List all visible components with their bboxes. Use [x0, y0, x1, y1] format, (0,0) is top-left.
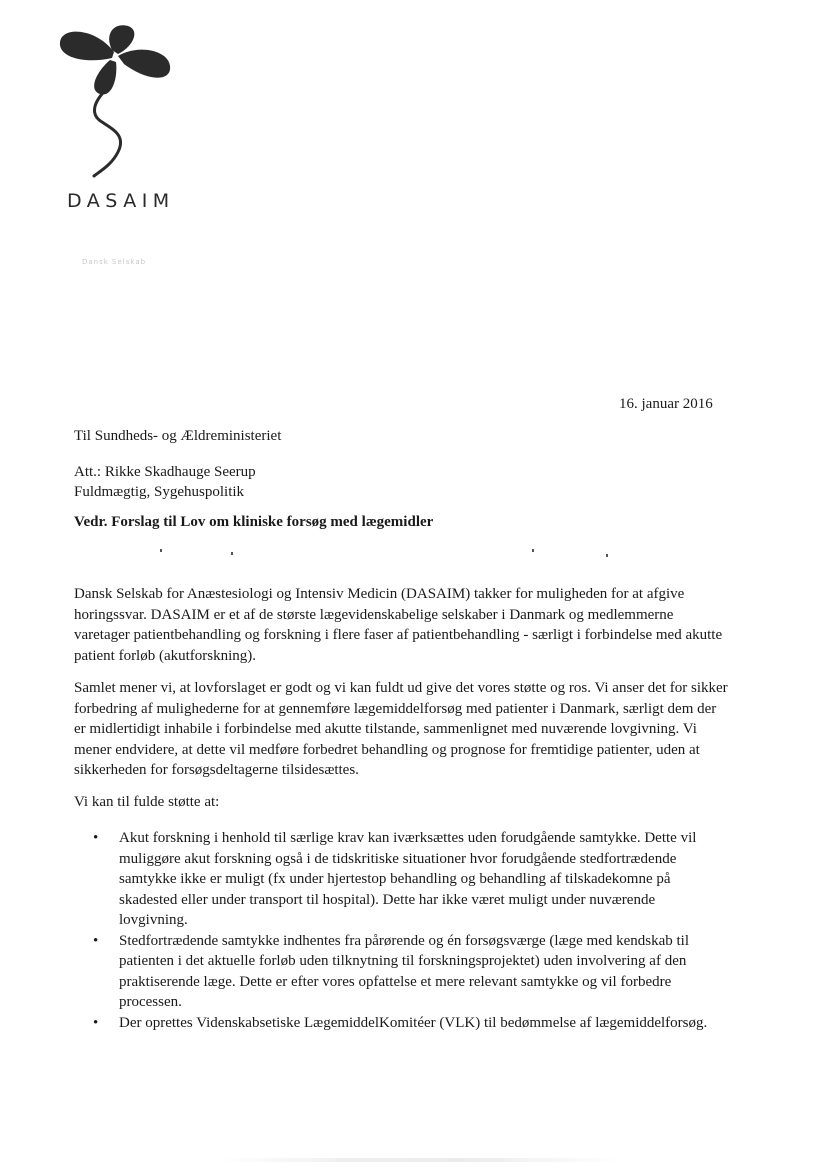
scan-speck — [231, 552, 233, 555]
letter-date: 16. januar 2016 — [619, 396, 713, 412]
scan-smudge — [220, 1158, 620, 1162]
list-item — [74, 1013, 754, 1034]
list-item-line: Der oprettes Videnskabsetiske LægemiddelKomitéer (VLK) til bedømmelse af lægemiddelforsøg. — [119, 1014, 708, 1031]
attention-title: Fuldmægtig, Sygehuspolitik — [74, 484, 245, 500]
list-item — [74, 828, 754, 931]
attention-block — [74, 462, 256, 502]
list-item-line: muliggøre akut forskning også i de tidskritiske situationer hvor forudgående stedfortrædende — [119, 850, 677, 867]
logo-subtext: Dansk Selskab — [82, 258, 147, 266]
bullet-icon: • — [93, 830, 99, 846]
list-item — [74, 931, 754, 1013]
list-item-line: lovgivning. — [119, 912, 188, 928]
subject-line: Vedr. Forslag til Lov om kliniske forsøg med lægemidler — [74, 514, 434, 530]
scan-speck — [532, 549, 534, 552]
paragraph-opinion — [74, 678, 746, 781]
scan-speck — [606, 554, 608, 557]
paragraph-line: sikkerheden for forsøgsdeltagerne tilsidesættes. — [74, 762, 359, 778]
paragraph-line: Dansk Selskab for Anæstesiologi og Intensiv Medicin (DASAIM) takker for muligheden for at afgive — [74, 586, 685, 602]
dasaim-logo-flower-icon — [52, 20, 182, 180]
paragraph-line: horingssvar. DASAIM er et af de største lægevidenskabelige selskaber i Danmark og medlemmerne — [74, 606, 674, 623]
bullet-icon: • — [93, 932, 99, 949]
list-item-line: Akut forskning i henhold til særlige krav kan iværksættes uden forudgående samtykke. Dette vil — [119, 830, 697, 846]
list-item-line: praktiserende læge. Dette er efter vores opfattelse et mere relevant samtykke og vil forbedre — [119, 973, 672, 990]
scan-speck — [160, 549, 162, 552]
list-item-line: patienten i det aktuelle forløb uden tilknytning til forskningsprojektet) uden involvering af den — [119, 953, 687, 969]
paragraph-intro — [74, 584, 746, 666]
paragraph-line: patient forløb (akutforskning). — [74, 647, 257, 664]
list-item-line: processen. — [119, 994, 182, 1010]
paragraph-line: Samlet mener vi, at lovforslaget er godt og vi kan fuldt ud give det vores støtte og ros. Vi anser det for sikker — [74, 680, 728, 696]
support-intro — [74, 792, 746, 813]
list-item-line: Stedfortrædende samtykke indhentes fra pårørende og én forsøgsværge (læge med kendskab til — [119, 932, 689, 949]
list-item-line: samtykke ikke er muligt (fx under hjertestop behandling og behandling af tilskadekomne på — [119, 871, 671, 887]
paragraph-line: forbedring af mulighederne for at gennemføre lægemiddelforsøg med patienter i Danmark, særligt dem der — [74, 700, 717, 717]
attention-line: Att.: Rikke Skadhauge Seerup — [74, 464, 256, 480]
paragraph-line: varetager patientbehandling og forskning i flere faser af patientbehandling - særligt i forbindelse med akutte — [74, 627, 723, 643]
support-list — [74, 828, 754, 1033]
paragraph-line: mener endvidere, at dette vil medføre forbedret behandling og prognose for fremtidige patienter, uden at — [74, 741, 700, 758]
paragraph-line: er midlertidigt inhabile i forbindelse med akutte tilstande, sammenlignet med nuværende lovgivning. Vi — [74, 721, 697, 737]
logo-wordmark: DASAIM — [67, 190, 175, 212]
list-item-line: skadested eller under transport til hospital). Dette har ikke været muligt under nuværende — [119, 891, 656, 908]
support-intro-text: Vi kan til fulde støtte at: — [74, 794, 220, 810]
bullet-icon: • — [93, 1014, 99, 1031]
recipient: Til Sundheds- og Ældreministeriet — [74, 428, 282, 444]
